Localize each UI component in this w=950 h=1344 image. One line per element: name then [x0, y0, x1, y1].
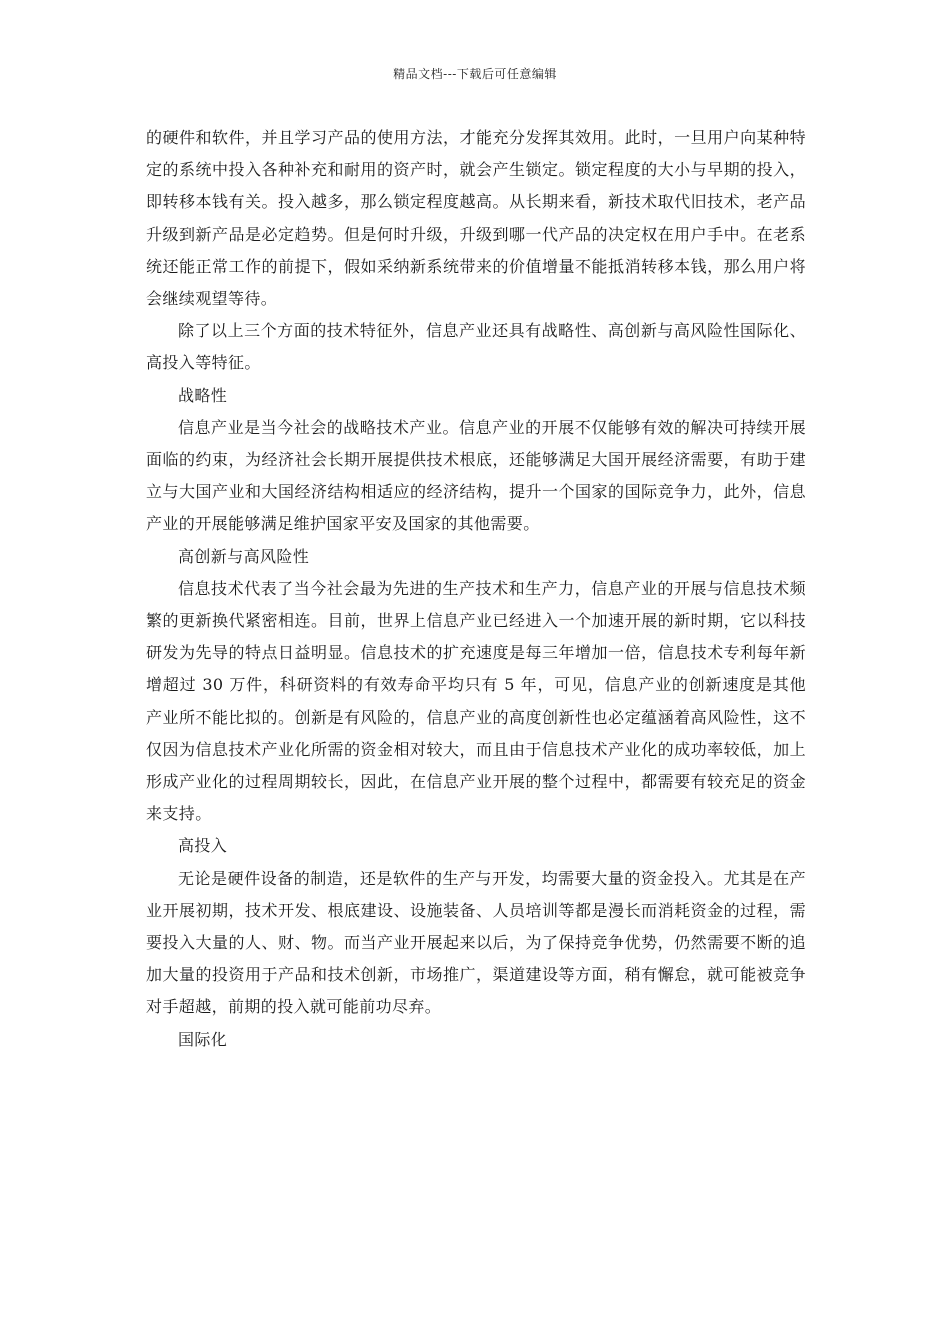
section-heading-internationalization: 国际化	[178, 1029, 228, 1049]
section-heading-high-investment: 高投入	[178, 836, 228, 856]
page-header: 精品文档---下载后可任意编辑	[393, 67, 557, 81]
paragraph-innovation-risk: 信息技术代表了当今社会最为先进的生产技术和生产力，信息产业的开展与信息技术频繁的更新换代紧密相连。目前，世界上信息产业已经进入一个加速开展的新时期，它以科技研发为先导的特点日益明显。信息技术的扩充速度是每三年增加一倍，信息技术专利每年新增超过 30 万件，科研资料的有效寿命平均只有 5 年，可见，信息产业的创新速度是其他产业所不能比拟的。创新是有风险的，信息产业的高度创新性也必定蕴涵着高风险性，这不仅因为信息技术产业化所需的资金相对较大，而且由于信息技术产业化的成功率较低，加上形成产业化的过程周期较长，因此，在信息产业开展的整个过程中，都需要有较充足的资金来支持。	[146, 578, 806, 824]
paragraph-strategic: 信息产业是当今社会的战略技术产业。信息产业的开展不仅能够有效的解决可持续开展面临的约束，为经济社会长期开展提供技术根底，还能够满足大国开展经济需要，有助于建立与大国产业和大国经济结构相适应的经济结构，提升一个国家的国际竞争力，此外，信息产业的开展能够满足维护国家平安及国家的其他需要。	[146, 417, 806, 534]
paragraph-high-investment: 无论是硬件设备的制造，还是软件的生产与开发，均需要大量的资金投入。尤其是在产业开展初期，技术开发、根底建设、设施装备、人员培训等都是漫长而消耗资金的过程，需要投入大量的人、财、物。而当产业开展起来以后，为了保持竞争优势，仍然需要不断的追加大量的投资用于产品和技术创新，市场推广，渠道建设等方面，稍有懈怠，就可能被竞争对手超越，前期的投入就可能前功尽弃。	[146, 868, 806, 1017]
document-body	[146, 122, 806, 1056]
paragraph-overview: 除了以上三个方面的技术特征外，信息产业还具有战略性、高创新与高风险性国际化、高投入等特征。	[146, 321, 806, 373]
section-heading-strategic: 战略性	[178, 385, 228, 405]
section-heading-innovation-risk: 高创新与高风险性	[178, 546, 310, 566]
paragraph-continuation: 的硬件和软件，并且学习产品的使用方法，才能充分发挥其效用。此时，一旦用户向某种特定的系统中投入各种补充和耐用的资产时，就会产生锁定。锁定程度的大小与早期的投入，即转移本钱有关。投入越多，那么锁定程度越高。从长期来看，新技术取代旧技术，老产品升级到新产品是必定趋势。但是何时升级，升级到哪一代产品的决定权在用户手中。在老系统还能正常工作的前提下，假如采纳新系统带来的价值增量不能抵消转移本钱，那么用户将会继续观望等待。	[146, 128, 806, 309]
